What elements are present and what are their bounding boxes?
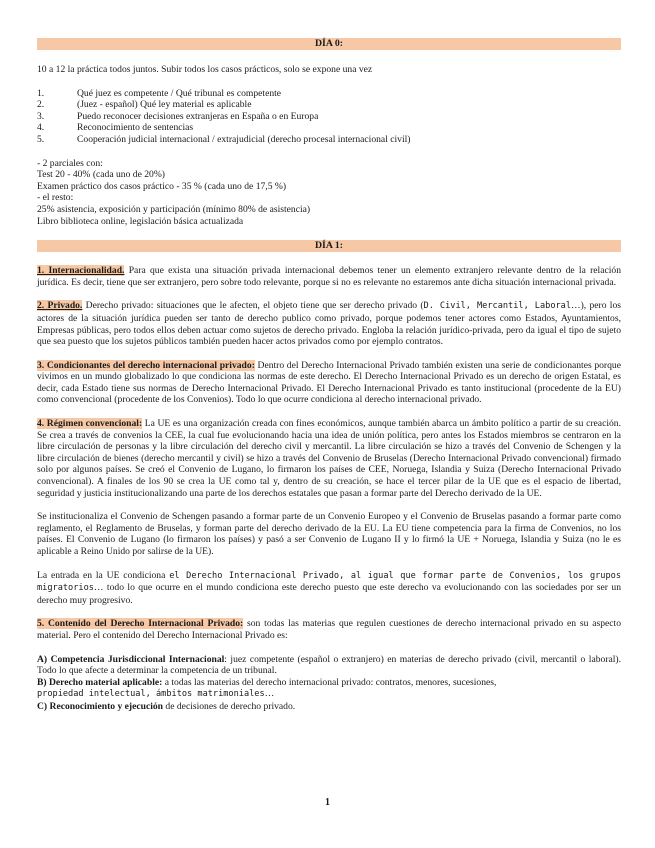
content-item-a: A) Competencia Jurisdiccional Internacional: juez competente (español o extranjero) en materias de derecho privado (civil, mercantil o laboral). Todo lo que afecte a determinar la competencia de un tribunal. bbox=[37, 653, 622, 677]
evaluation-block bbox=[37, 158, 621, 228]
section-regimen-convencional: 4. Régimen convencional: La UE es una organización creada con fines económicos, aunque también abarca un ámbito político a partir de su creación. Se crea a través de convenios la CEE, la cual fue evolucionando hacia una idea de unión política, pero antes los Estados miembros se centraron en la libre circulación de personas y la libre circulación del derecho civil y mercantil. La libre circulación se hizo a través del Convenio de Schengen y la libre circulación de bienes (derecho mercantil y civil) se hizo a través del Convenio de Bruselas (Derecho Internacional Privado convencional) firmado solo por algunos países. Se creó el Convenio de Lugano, lo firmaron los países de CEE, Noruega, Islandia y Suiza (Derecho Internacional Privado convencional). A finales de los 90 se crea la UE como tal y, dentro de su creación, se hace el tercer pilar de la UE que es el espacio de libertad, seguridad y justicia institucionalizando una parte de los derechos estatales que pasan a formar parte del Derecho derivado de la UE. bbox=[37, 418, 621, 499]
regimen-paragraph-3: La entrada en la UE condiciona el Derecho Internacional Privado, al igual que formar parte de Convenios, los grupos migratorios… todo lo que ocurre en el mundo condiciona este derecho puesto que este derecho va evolucionando con las sociedades por ser un derecho muy progresivo. bbox=[37, 569, 621, 606]
content-item-c: C) Reconocimiento y ejecución de decisiones de derecho privado. bbox=[37, 700, 296, 712]
section-title: 4. Régimen convencional: bbox=[37, 418, 143, 430]
day-1-header: DÍA 1: bbox=[37, 240, 621, 252]
section-condicionantes: 3. Condicionantes del derecho internacional privado: Dentro del Derecho Internacional Privado también existen una serie de condicionantes porque vivimos en un mundo globalizado lo que condiciona las normas de este derecho. El Derecho Internacional Privado es un derecho de origen Estatal, es decir, cada Estado tiene sus normas de Derecho Internacional Privado. El Derecho Internacional Privado es tanto institucional (procedente de la EU) como convencional (procedente de los Convenios). Todo lo que ocurre condiciona al derecho internacional privado. bbox=[37, 359, 621, 406]
list-item: 2. (Juez - español) Qué ley material es aplicable bbox=[37, 99, 252, 111]
section-privado: 2. Privado. Derecho privado: situaciones que le afecten, el objeto tiene que ser derecho privado (D. Civil, Mercantil, Laboral…), pero los actores de la situación jurídica pueden ser tanto de derecho publico como privado, porque podemos tener actores como Estados, Ayuntamientos, Empresas públicas, pero todos ellos deben actuar como sujetos de derecho privado. Engloba la relación jurídico-privada, pero da igual el tipo de sujeto que sea puesto que los sujetos públicos también pueden hacer actos privados como por ejemplo contratos. bbox=[37, 300, 621, 348]
topics-list bbox=[37, 88, 621, 146]
eval-line: - el resto: bbox=[37, 192, 74, 204]
document-page bbox=[37, 38, 621, 713]
section-title: 1. Internacionalidad. bbox=[37, 265, 125, 277]
eval-line: 25% asistencia, exposición y participación (mínimo 80% de asistencia) bbox=[37, 203, 311, 215]
list-item: 1. Qué juez es competente / Qué tribunal es competente bbox=[37, 87, 282, 99]
content-item-b: B) Derecho material aplicable: a todas las materias del derecho internacional privado: contratos, menores, sucesiones, propiedad intelectual, ámbitos matrimoniales… bbox=[37, 676, 497, 700]
section-internacionalidad: 1. Internacionalidad. Para que exista una situación privada internacional debemos tener un elemento extranjero relevante dentro de la relación jurídica. Es decir, tiene que ser extranjero, pero sobre todo relevante, porque si no es relevante no estaremos ante dicha situación internacional privada. bbox=[37, 265, 621, 288]
day-0-header: DÍA 0: bbox=[37, 38, 621, 50]
eval-line: Test 20 - 40% (cada uno de 20%) bbox=[37, 169, 166, 181]
section-title: 2. Privado. bbox=[37, 300, 83, 312]
eval-line: Libro biblioteca online, legislación básica actualizada bbox=[37, 215, 244, 227]
day-0-intro: 10 a 12 la práctica todos juntos. Subir todos los casos prácticos, solo se expone una vez bbox=[37, 64, 373, 75]
regimen-paragraph-2: Se institucionaliza el Convenio de Schengen pasando a formar parte de un Convenio Europeo y el Convenio de Bruselas pasando a formar parte como reglamento, el Reglamento de Bruselas, y forman parte del derecho derivado de la EU. La EU tiene competencia para la firma de Convenios, no los países. El Convenio de Lugano (lo firmaron los países) y pasó a ser Convenio de Lugano II y lo firmó la UE + Noruega, Islandia y Suiza (no le es aplicable a Reino Unido por salirse de la UE). bbox=[37, 511, 621, 557]
list-item: 4. Reconocimiento de sentencias bbox=[37, 122, 194, 134]
eval-line: Examen práctico dos casos práctico - 35 % (cada uno de 17,5 %) bbox=[37, 180, 287, 192]
section-contenido: 5. Contenido del Derecho Internacional Privado: son todas las materias que regulen cuestiones de derecho internacional privado en su aspecto material. Pero el contenido del Derecho Internacional Privado es: bbox=[37, 618, 621, 641]
section-title: 3. Condicionantes del derecho internacional privado: bbox=[37, 359, 255, 371]
section-title: 5. Contenido del Derecho Internacional Privado: bbox=[37, 618, 244, 630]
page-number: 1 bbox=[325, 797, 330, 808]
list-item: 5. Cooperación judicial internacional / extrajudicial (derecho procesal internacional civil) bbox=[37, 133, 411, 145]
eval-line: - 2 parciales con: bbox=[37, 157, 103, 169]
list-item: 3. Puedo reconocer decisiones extranjeras en España o en Europa bbox=[37, 110, 319, 122]
